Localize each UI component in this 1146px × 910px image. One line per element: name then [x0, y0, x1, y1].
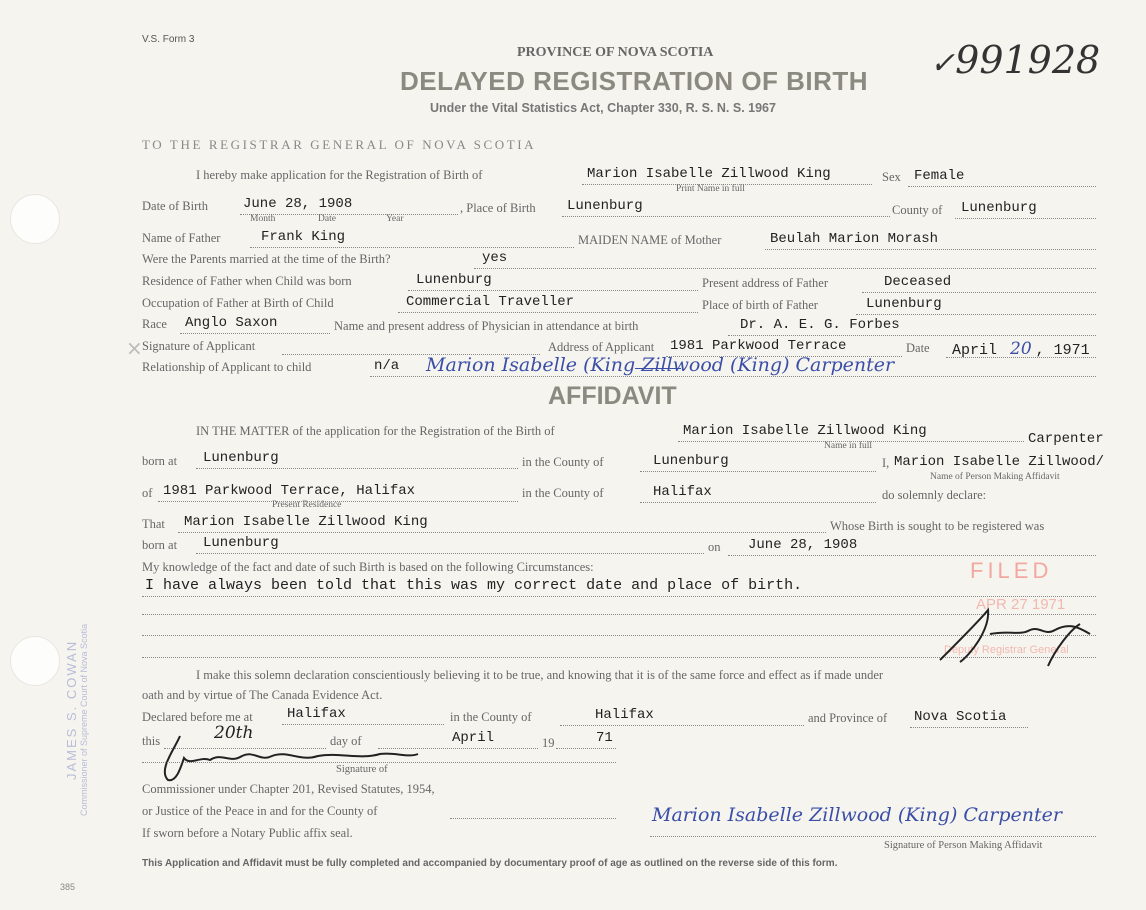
declared-at: Halifax: [287, 706, 346, 722]
relationship-label: Relationship of Applicant to child: [142, 360, 312, 374]
place-birth-value: Lunenburg: [567, 198, 643, 214]
print-name-hint: Print Name in full: [676, 184, 745, 194]
applicant-date-year: , 1971: [1035, 342, 1090, 359]
race-label: Race: [142, 317, 167, 331]
applicant-date-day: 20: [1010, 339, 1032, 359]
form-subtitle: Under the Vital Statistics Act, Chapter 330, R. S. N. S. 1967: [430, 101, 776, 115]
registrar-signature: [930, 600, 1110, 676]
aff-county: Lunenburg: [653, 453, 729, 469]
name-full-hint: Name in full: [824, 441, 873, 451]
knowledge-label: My knowledge of the fact and date of such Birth is based on the following Circumstances:: [142, 560, 594, 574]
this-day: 20th: [214, 723, 254, 743]
child-name: Marion Isabelle Zillwood King: [587, 166, 831, 182]
in-county-label-2: in the County of: [522, 486, 604, 500]
applicant-date: [952, 339, 1090, 359]
present-residence-hint: Present Residence: [272, 500, 342, 510]
mother-maiden-value: Beulah Marion Morash: [770, 231, 939, 247]
declaration-line1: I make this solemn declaration conscientiously believing it to be true, and knowing that it is of the same force and effect as if made under: [196, 668, 884, 682]
on-label: on: [708, 540, 721, 554]
day-month: April: [452, 730, 495, 746]
declared-province: Nova Scotia: [914, 709, 1007, 725]
aff-person: Marion Isabelle Zillwood/: [894, 454, 1105, 470]
commissioner-signature: [150, 730, 430, 786]
born-at-label-2: born at: [142, 538, 178, 552]
affiant-signature: Marion Isabelle Zillwood (King) Carpenter: [652, 804, 1062, 826]
addressee: TO THE REGISTRAR GENERAL OF NOVA SCOTIA: [142, 137, 537, 152]
day-of-label: day of: [330, 734, 362, 748]
place-birth-father-label: Place of birth of Father: [702, 298, 818, 312]
date-label: Date: [906, 341, 930, 355]
that-label: That: [142, 517, 165, 531]
page-code: 385: [60, 882, 76, 892]
applicant-signature: Marion Isabelle (King Zillwood (King) Carpenter: [426, 354, 895, 376]
in-county-label-3: in the County of: [450, 710, 532, 724]
sig-person-hint: Signature of Person Making Affidavit: [884, 840, 1043, 851]
punch-hole-bottom: [10, 636, 60, 686]
justice-label: or Justice of the Peace in and for the County of: [142, 804, 378, 818]
registration-number: ✓991928: [930, 38, 1101, 82]
residence-label: Residence of Father when Child was born: [142, 274, 352, 288]
commissioner-label: Commissioner under Chapter 201, Revised Statutes, 1954,: [142, 782, 435, 796]
sex-label: Sex: [882, 170, 901, 184]
filed-stamp: FILED: [970, 558, 1053, 583]
born-on: June 28, 1908: [748, 537, 858, 553]
affidavit-heading: AFFIDAVIT: [548, 382, 677, 410]
occupation-label: Occupation of Father at Birth of Child: [142, 296, 334, 310]
form-title: DELAYED REGISTRATION OF BIRTH: [400, 66, 869, 96]
addr-applicant-label: Address of Applicant: [548, 340, 655, 354]
applicant-date-month: April: [952, 342, 998, 359]
present-addr-label: Present address of Father: [702, 276, 829, 290]
whose-birth-label: Whose Birth is sought to be registered was: [830, 519, 1045, 533]
this-label: this: [142, 734, 161, 748]
dob-value: June 28, 1908: [243, 196, 353, 212]
and-province-label: and Province of: [808, 711, 888, 725]
residence-value: Lunenburg: [416, 272, 492, 288]
notary-label: If sworn before a Notary Public affix seal.: [142, 826, 353, 840]
filed-by-stamp: Deputy Registrar General: [944, 644, 1069, 656]
province-heading: PROVINCE OF NOVA SCOTIA: [517, 45, 714, 60]
of-label: of: [142, 486, 153, 500]
relationship-value: n/a: [374, 358, 400, 374]
father-label: Name of Father: [142, 231, 221, 245]
county-label: County of: [892, 203, 943, 217]
physician-label: Name and present address of Physician in attendance at birth: [334, 319, 639, 333]
aff-surname: Carpenter: [1028, 431, 1104, 447]
registration-number-value: 991928: [955, 38, 1101, 82]
married-value: yes: [482, 250, 508, 266]
form-number: V.S. Form 3: [142, 34, 195, 45]
occupation-value: Commercial Traveller: [406, 294, 575, 310]
circumstances: I have always been told that this was my correct date and place of birth.: [145, 577, 803, 594]
name-person-hint: Name of Person Making Affidavit: [930, 472, 1060, 482]
dob-label: Date of Birth: [142, 199, 208, 213]
aff-born-at: Lunenburg: [203, 450, 279, 466]
declared-before-label: Declared before me at: [142, 710, 253, 724]
place-birth-label-text: Place of Birth: [466, 201, 536, 215]
place-birth-father-value: Lunenburg: [866, 296, 942, 312]
apply-label: I hereby make application for the Registration of Birth of: [196, 168, 483, 182]
declaration-line2: oath and by virtue of The Canada Evidence Act.: [142, 688, 383, 702]
punch-hole-top: [10, 194, 60, 244]
born-at-2: Lunenburg: [203, 535, 279, 551]
present-addr-value: Deceased: [884, 274, 952, 290]
that-name: Marion Isabelle Zillwood King: [184, 514, 428, 530]
solemnly-label: do solemnly declare:: [882, 488, 987, 502]
x-mark: ×: [126, 336, 143, 360]
applicant-address: 1981 Parkwood Terrace: [670, 338, 847, 354]
matter-label: IN THE MATTER of the application for the Registration of the Birth of: [196, 424, 555, 438]
sig-applicant-label: Signature of Applicant: [142, 339, 256, 353]
aff-name: Marion Isabelle Zillwood King: [683, 423, 927, 439]
county-value: Lunenburg: [961, 200, 1037, 216]
in-county-label: in the County of: [522, 455, 604, 469]
physician-value: Dr. A. E. G. Forbes: [740, 317, 900, 333]
day-year: 71: [596, 730, 613, 746]
commissioner-stamp-title: Commissioner of Supreme Court of Nova Scotia: [79, 623, 89, 816]
born-at-label: born at: [142, 454, 178, 468]
aff-residence: 1981 Parkwood Terrace, Halifax: [163, 483, 416, 499]
dob-month-hint: Month: [250, 214, 276, 224]
maiden-label: MAIDEN NAME of Mother: [578, 233, 722, 247]
signature-of-hint: Signature of: [336, 764, 388, 775]
place-birth-label: , Place of Birth: [460, 201, 536, 215]
aff-res-county: Halifax: [653, 484, 712, 500]
strike-king: [635, 368, 681, 369]
commissioner-stamp: [64, 624, 89, 816]
dob-date-hint: Date: [318, 214, 336, 224]
father-value: Frank King: [261, 229, 346, 245]
declared-county: Halifax: [595, 707, 654, 723]
dob-year-hint: Year: [386, 214, 404, 224]
commissioner-stamp-name: JAMES S. COWAN: [64, 639, 79, 780]
race-value: Anglo Saxon: [185, 315, 278, 331]
footer-note: This Application and Affidavit must be fully completed and accompanied by documentary proof of age as outlined on the reverse side of this form.: [142, 858, 838, 869]
sex-value: Female: [914, 168, 965, 184]
i-label: I,: [882, 456, 890, 470]
filed-date-stamp: APR 27 1971: [976, 596, 1066, 613]
married-label: Were the Parents married at the time of the Birth?: [142, 252, 391, 266]
century-label: 19: [542, 736, 555, 750]
